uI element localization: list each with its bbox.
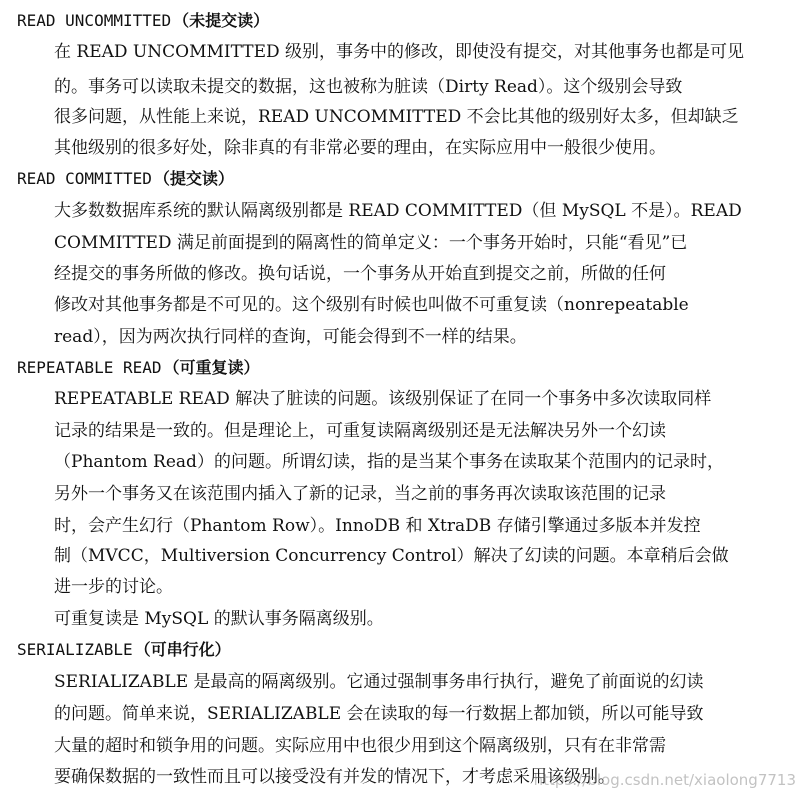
- heading-term: REPEATABLE READ: [17, 358, 162, 377]
- watermark: https://blog.csdn.net/xiaolong7713: [533, 771, 796, 789]
- heading-term: SERIALIZABLE: [17, 640, 133, 659]
- paragraph-line: 修改对其他事务都是不可见的。这个级别有时候也叫做不可重复读（nonrepeatable: [54, 295, 689, 315]
- paragraph-line: 的问题。简单来说，SERIALIZABLE 会在读取的每一行数据上都加锁，所以可能导致: [54, 704, 704, 724]
- paragraph-line: read），因为两次执行同样的查询，可能会得到不一样的结果。: [54, 327, 527, 347]
- paragraph-line: REPEATABLE READ 解决了脏读的问题。该级别保证了在同一个事务中多次读取同样: [54, 389, 712, 409]
- paragraph-line: （Phantom Read）的问题。所谓幻读，指的是当某个事务在读取某个范围内的记录时，: [54, 452, 724, 472]
- paragraph-line: SERIALIZABLE 是最高的隔离级别。它通过强制事务串行执行，避免了前面说的幻读: [54, 672, 704, 692]
- paragraph-line: 大多数数据库系统的默认隔离级别都是 READ COMMITTED（但 MySQL 不是）。READ: [54, 201, 742, 221]
- paragraph-line: 可重复读是 MySQL 的默认事务隔离级别。: [54, 609, 384, 629]
- paragraph-line: 很多问题，从性能上来说，READ UNCOMMITTED 不会比其他的级别好太多，但却缺乏: [54, 107, 739, 127]
- section-heading-read-uncommitted: [17, 11, 269, 31]
- section-heading-serializable: [17, 640, 231, 660]
- section-heading-repeatable-read: [17, 358, 260, 378]
- paragraph-line: 进一步的讨论。: [54, 577, 173, 597]
- section-heading-read-committed: [17, 169, 234, 189]
- paragraph-line: 经提交的事务所做的修改。换句话说，一个事务从开始直到提交之前，所做的任何: [54, 264, 666, 284]
- paragraph-line: 时，会产生幻行（Phantom Row）。InnoDB 和 XtraDB 存储引擎通过多版本并发控: [54, 516, 701, 536]
- heading-zh: （可重复读）: [163, 358, 260, 377]
- paragraph-line: 记录的结果是一致的。但是理论上，可重复读隔离级别还是无法解决另外一个幻读: [54, 421, 666, 441]
- paragraph-line: 大量的超时和锁争用的问题。实际应用中也很少用到这个隔离级别，只有在非常需: [54, 736, 666, 756]
- heading-term: READ UNCOMMITTED: [17, 11, 172, 30]
- paragraph-line: 制（MVCC，Multiversion Concurrency Control）解决了幻读的问题。本章稍后会做: [54, 546, 729, 566]
- heading-term: READ COMMITTED: [17, 169, 152, 188]
- paragraph-line: COMMITTED 满足前面提到的隔离性的简单定义：一个事务开始时，只能“看见”已: [54, 233, 688, 253]
- paragraph-line: 其他级别的很多好处，除非真的有非常必要的理由，在实际应用中一般很少使用。: [54, 138, 666, 158]
- paragraph-line: 另外一个事务又在该范围内插入了新的记录，当之前的事务再次读取该范围的记录: [54, 484, 666, 504]
- paragraph-line: 的。事务可以读取未提交的数据，这也被称为脏读（Dirty Read）。这个级别会导致: [54, 77, 683, 97]
- heading-zh: （可串行化）: [134, 640, 231, 659]
- paragraph-line: 要确保数据的一致性而且可以接受没有并发的情况下，才考虑采用该级别。: [54, 767, 615, 787]
- paragraph-line: 在 READ UNCOMMITTED 级别，事务中的修改，即使没有提交，对其他事务也都是可见: [54, 42, 745, 62]
- heading-zh: （未提交读）: [173, 11, 270, 30]
- heading-zh: （提交读）: [153, 169, 234, 188]
